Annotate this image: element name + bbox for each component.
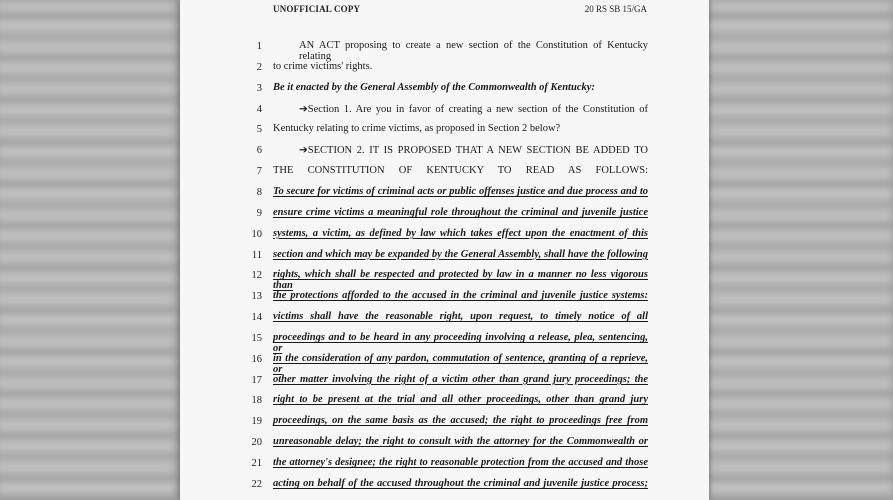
line-text: the attorney's designee; the right to reasonable protection from the accused and those [273,457,648,468]
header-bill-number: 20 RS SB 15/GA [584,4,647,14]
line-number: 15 [251,332,262,344]
document-line [180,205,709,225]
line-text: victims shall have the reasonable right, upon request, to timely notice of all [273,311,648,323]
document-line [180,226,709,246]
line-number: 8 [256,186,262,198]
line-text: ➔Section 1. Are you in favor of creating a new section of the Constitution of [299,103,648,115]
document-page [180,0,709,500]
line-number: 21 [251,458,262,469]
line-text: other matter involving the right of a victim other than grand jury proceedings; the [273,373,648,385]
blurred-background-right [707,0,893,500]
document-line [180,372,709,392]
line-text: proceedings, on the same basis as the accused; the right to proceedings free from [273,415,648,427]
line-number: 14 [251,312,262,324]
blurred-background-left [0,0,176,500]
line-number: 22 [251,478,262,490]
document-line [180,455,709,475]
line-number: 3 [256,82,262,94]
line-text: To secure for victims of criminal acts or public offenses justice and due process and to [273,185,648,197]
line-text: Kentucky relating to crime victims, as proposed in Section 2 below? [273,123,561,135]
line-text: Be it enacted by the General Assembly of the Commonwealth of Kentucky: [273,81,595,93]
line-number: 19 [251,416,262,428]
line-number: 2 [256,61,262,73]
line-number: 10 [251,228,262,240]
line-number: 5 [256,124,262,136]
document-line [180,476,709,496]
document-line [180,80,709,100]
line-number: 13 [251,291,262,303]
line-text: acting on behalf of the accused throughout the criminal and juvenile justice process; [273,477,648,489]
line-number: 1 [256,41,262,52]
line-text: THE CONSTITUTION OF KENTUCKY TO READ AS FOLLOWS: [273,165,648,177]
line-number: 6 [256,145,262,157]
line-text: systems, a victim, as defined by law which takes effect upon the enactment of this [273,227,648,239]
document-line [180,330,709,354]
line-text: the protections afforded to the accused in the criminal and juvenile justice systems: [273,290,648,302]
line-text: ➔SECTION 2. IT IS PROPOSED THAT A NEW SECTION BE ADDED TO [299,145,648,157]
document-line [180,247,709,267]
line-text: section and which may be expanded by the General Assembly, shall have the following [273,248,648,260]
document-line [180,163,709,183]
line-text: AN ACT proposing to create a new section of the Constitution of Kentucky relating [299,40,648,62]
document-line [180,59,709,79]
header-unofficial-copy: UNOFFICIAL COPY [273,4,361,14]
line-number: 7 [256,166,262,178]
line-number: 20 [251,437,262,449]
document-line [180,288,709,308]
document-line [180,38,709,62]
line-number: 17 [251,374,262,386]
line-number: 11 [251,249,262,261]
line-text: proceedings and to be heard in any proceeding involving a release, plea, sentencing, or [273,331,648,354]
document-line [180,121,709,141]
document-line [180,267,709,292]
line-number: 16 [251,353,262,365]
document-line [180,413,709,433]
document-line [180,142,709,162]
line-text: unreasonable delay; the right to consult with the attorney for the Commonwealth or [273,436,648,448]
line-text: right to be present at the trial and all other proceedings, other than grand jury [273,394,648,406]
line-text: to crime victims' rights. [273,60,373,72]
line-text: ensure crime victims a meaningful role throughout the criminal and juvenile justice [273,206,648,218]
line-number: 9 [256,207,262,219]
document-line [180,101,709,121]
line-text: rights, which shall be respected and protected by law in a manner no less vigorous than [273,269,648,292]
line-number: 12 [251,270,262,282]
document-line [180,351,709,375]
line-number: 4 [256,103,262,115]
document-line [180,392,709,412]
line-number: 18 [251,395,262,407]
line-text: in the consideration of any pardon, commutation of sentence, granting of a reprieve, or [273,352,648,375]
document-line [180,434,709,454]
document-line [180,184,709,204]
document-line [180,309,709,329]
